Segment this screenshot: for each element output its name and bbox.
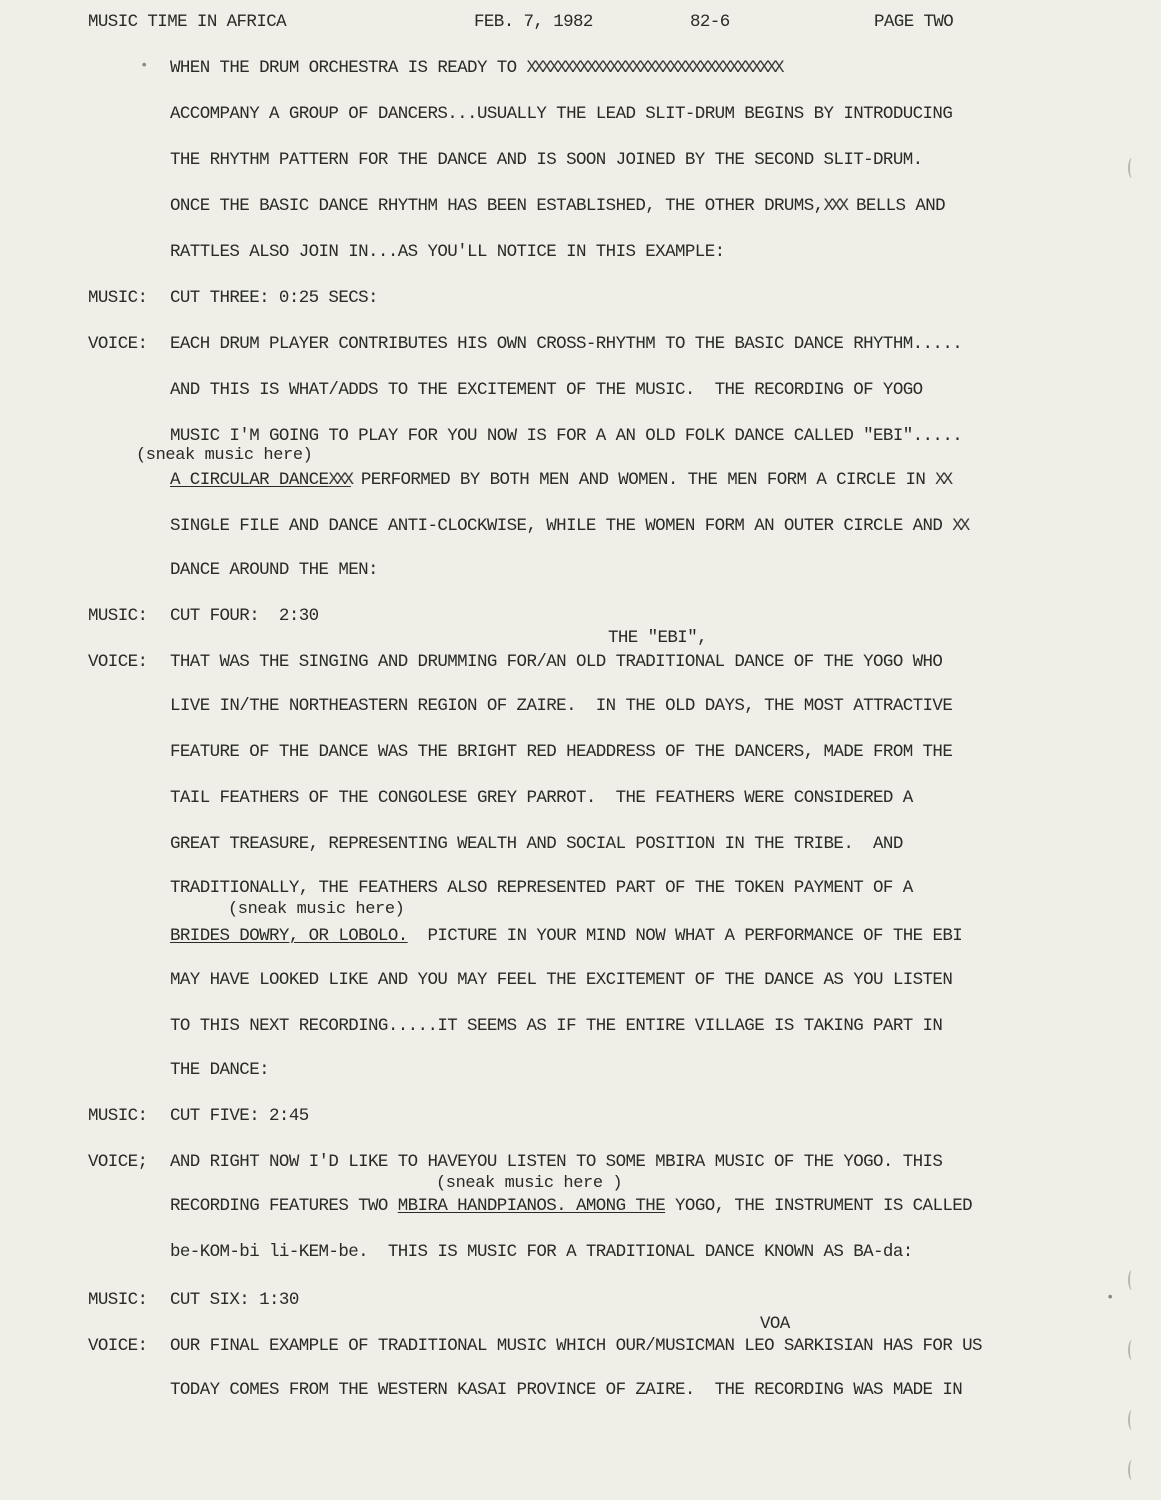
text-line: ONCE THE BASIC DANCE RHYTHM HAS BEEN ESTABLISHED, THE OTHER DRUMS,XXX BELLS AND xyxy=(170,196,946,216)
text-line: EACH DRUM PLAYER CONTRIBUTES HIS OWN CROSS-RHYTHM TO THE BASIC DANCE RHYTHM..... xyxy=(170,334,963,354)
text-line: RATTLES ALSO JOIN IN...AS YOU'LL NOTICE IN THIS EXAMPLE: xyxy=(170,242,725,262)
cue-label: MUSIC: xyxy=(88,288,148,308)
broadcast-date: FEB. 7, 1982 xyxy=(474,12,593,32)
page-edge-mark xyxy=(1128,1460,1136,1480)
text-line: RECORDING FEATURES TWO MBIRA HANDPIANOS. AMONG THE YOGO, THE INSTRUMENT IS CALLED xyxy=(170,1196,973,1216)
text-line: TAIL FEATHERS OF THE CONGOLESE GREY PARROT. THE FEATHERS WERE CONSIDERED A xyxy=(170,788,913,808)
cue-label: MUSIC: xyxy=(88,1290,148,1310)
text-line: be-KOM-bi li-KEM-be. THIS IS MUSIC FOR A TRADITIONAL DANCE KNOWN AS BA-da: xyxy=(170,1242,913,1262)
music-cue: CUT FOUR: 2:30 xyxy=(170,606,319,626)
strikeout: XXXXXXXXXXXXXXXXXXXXXXXXXXXXXXXXXX xyxy=(526,58,782,78)
stray-mark: • xyxy=(140,58,149,74)
handwritten-note: (sneak music here ) xyxy=(436,1174,623,1193)
text-line: WHEN THE DRUM ORCHESTRA IS READY TO XXXXXXXXXXXXXXXXXXXXXXXXXXXXXXXXXX xyxy=(170,58,782,78)
cue-label: MUSIC: xyxy=(88,1106,148,1126)
music-cue: CUT THREE: 0:25 SECS: xyxy=(170,288,378,308)
text-line: FEATURE OF THE DANCE WAS THE BRIGHT RED HEADDRESS OF THE DANCERS, MADE FROM THE xyxy=(170,742,953,762)
page-edge-mark xyxy=(1128,158,1136,178)
strikeout: XXX xyxy=(328,470,351,490)
page-number: PAGE TWO xyxy=(874,12,954,32)
text-line: A CIRCULAR DANCEXXX PERFORMED BY BOTH MEN AND WOMEN. THE MEN FORM A CIRCLE IN XX xyxy=(170,470,951,490)
cue-label: VOICE: xyxy=(88,334,148,354)
text-line: OUR FINAL EXAMPLE OF TRADITIONAL MUSIC WHICH OUR/MUSICMAN LEO SARKISIAN HAS FOR US xyxy=(170,1336,982,1356)
text-line: AND RIGHT NOW I'D LIKE TO HAVEYOU LISTEN TO SOME MBIRA MUSIC OF THE YOGO. THIS xyxy=(170,1152,943,1172)
text-line: ACCOMPANY A GROUP OF DANCERS...USUALLY THE LEAD SLIT-DRUM BEGINS BY INTRODUCING xyxy=(170,104,953,124)
text-line: AND THIS IS WHAT/ADDS TO THE EXCITEMENT OF THE MUSIC. THE RECORDING OF YOGO xyxy=(170,380,923,400)
text-line: TODAY COMES FROM THE WESTERN KASAI PROVINCE OF ZAIRE. THE RECORDING WAS MADE IN xyxy=(170,1380,963,1400)
cue-label: MUSIC: xyxy=(88,606,148,626)
handwritten-note: (sneak music here) xyxy=(136,446,313,465)
music-cue: CUT SIX: 1:30 xyxy=(170,1290,299,1310)
stray-mark: • xyxy=(1106,1290,1115,1306)
text-line: TRADITIONALLY, THE FEATHERS ALSO REPRESENTED PART OF THE TOKEN PAYMENT OF A xyxy=(170,878,913,898)
strikeout: XX xyxy=(935,470,951,490)
handwritten-insert: THE "EBI", xyxy=(608,628,708,648)
cue-label: VOICE: xyxy=(88,652,148,672)
strikeout: XXX xyxy=(823,196,847,216)
text-line: SINGLE FILE AND DANCE ANTI-CLOCKWISE, WHILE THE WOMEN FORM AN OUTER CIRCLE AND XX xyxy=(170,516,968,536)
text-line: THE RHYTHM PATTERN FOR THE DANCE AND IS SOON JOINED BY THE SECOND SLIT-DRUM. xyxy=(170,150,923,170)
text-line: LIVE IN/THE NORTHEASTERN REGION OF ZAIRE. IN THE OLD DAYS, THE MOST ATTRACTIVE xyxy=(170,696,953,716)
cue-label: VOICE; xyxy=(88,1152,148,1172)
text-line: TO THIS NEXT RECORDING.....IT SEEMS AS IF THE ENTIRE VILLAGE IS TAKING PART IN xyxy=(170,1016,943,1036)
episode-number: 82-6 xyxy=(690,12,730,32)
text-line: DANCE AROUND THE MEN: xyxy=(170,560,378,580)
page-edge-mark xyxy=(1128,1410,1136,1430)
cue-label: VOICE: xyxy=(88,1336,148,1356)
page-edge-mark xyxy=(1128,1270,1136,1290)
strikeout: XX xyxy=(952,516,968,536)
text-line: MUSIC I'M GOING TO PLAY FOR YOU NOW IS FOR A AN OLD FOLK DANCE CALLED "EBI"..... xyxy=(170,426,963,446)
text-line: GREAT TREASURE, REPRESENTING WEALTH AND SOCIAL POSITION IN THE TRIBE. AND xyxy=(170,834,903,854)
text-line: THE DANCE: xyxy=(170,1060,270,1080)
text-line: THAT WAS THE SINGING AND DRUMMING FOR/AN OLD TRADITIONAL DANCE OF THE YOGO WHO xyxy=(170,652,943,672)
handwritten-insert: VOA xyxy=(760,1314,790,1334)
text-line: MAY HAVE LOOKED LIKE AND YOU MAY FEEL THE EXCITEMENT OF THE DANCE AS YOU LISTEN xyxy=(170,970,953,990)
program-title: MUSIC TIME IN AFRICA xyxy=(88,12,287,32)
handwritten-note: (sneak music here) xyxy=(228,900,405,919)
page-edge-mark xyxy=(1128,1340,1136,1360)
text-line: BRIDES DOWRY, OR LOBOLO. PICTURE IN YOUR MIND NOW WHAT A PERFORMANCE OF THE EBI xyxy=(170,926,963,946)
music-cue: CUT FIVE: 2:45 xyxy=(170,1106,309,1126)
